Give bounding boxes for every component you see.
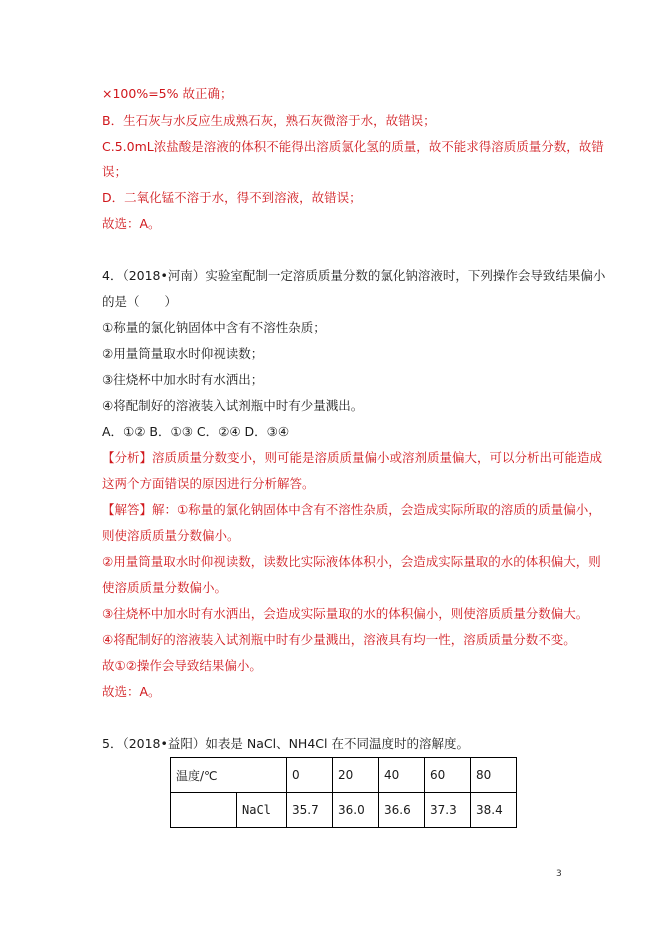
q4-solution-line-5: ③往烧杯中加水时有水洒出，会造成实际量取的水的体积偏小，则使溶质质量分数偏大。	[102, 606, 589, 621]
table-header-temp: 20	[333, 758, 379, 793]
table-header-temp: 0	[287, 758, 333, 793]
q3-line-3: C.5.0mL浓盐酸是溶液的体积不能得出溶质氯化氢的质量，故不能求得溶质质量分数，故错	[102, 139, 604, 154]
q4-option-3: ③往烧杯中加水时有水洒出；	[102, 372, 264, 387]
q4-choices: A．①② B．①③ C．②④ D．③④	[102, 424, 290, 439]
table-row-label: NaCl	[237, 793, 287, 828]
q4-solution-line-7: 故①②操作会导致结果偏小。	[102, 658, 262, 673]
q3-line-5: D．二氧化锰不溶于水，得不到溶液，故错误；	[102, 190, 362, 205]
table-header-temp: 40	[379, 758, 425, 793]
q3-answer: 故选：A。	[102, 216, 161, 231]
table-cell-empty	[171, 793, 237, 828]
q4-solution-line-3: ②用量筒量取水时仰视读数，读数比实际液体体积小，会造成实际量取的水的体积偏大，则	[102, 554, 601, 569]
q3-line-4: 误；	[102, 164, 128, 179]
q4-solution-line-1: 【解答】解：①称量的氯化钠固体中含有不溶性杂质，会造成实际所取的溶质的质量偏小，	[102, 502, 601, 517]
q4-solution-line-2: 则使溶质质量分数偏小。	[102, 528, 240, 543]
q5-stem: 5．（2018•益阳）如表是 NaCl、NH4Cl 在不同温度时的溶解度。	[102, 736, 469, 751]
table-cell: 35.7	[287, 793, 333, 828]
table-cell: 37.3	[425, 793, 471, 828]
table-header-temp: 80	[471, 758, 517, 793]
q4-stem-line-1: 4．（2018•河南）实验室配制一定溶质质量分数的氯化钠溶液时，下列操作会导致结果偏小	[102, 268, 606, 283]
table-header-temp: 60	[425, 758, 471, 793]
solubility-table	[170, 757, 517, 828]
q4-option-2: ②用量筒量取水时仰视读数；	[102, 346, 264, 361]
q4-stem-line-2: 的是（ ）	[102, 294, 178, 309]
table-header-label: 温度/℃	[171, 758, 287, 793]
q4-answer: 故选：A。	[102, 684, 161, 699]
page-number: 3	[556, 869, 562, 879]
q3-line-2: B．生石灰与水反应生成熟石灰，熟石灰微溶于水，故错误；	[102, 113, 436, 128]
q4-analysis-line-2: 这两个方面错误的原因进行分析解答。	[102, 476, 315, 491]
q4-analysis-line-1: 【分析】溶质质量分数变小，则可能是溶质质量偏小或溶剂质量偏大，可以分析出可能造成	[102, 450, 603, 465]
q4-solution-line-6: ④将配制好的溶液装入试剂瓶中时有少量溅出，溶液具有均一性，溶质质量分数不变。	[102, 632, 576, 647]
table-header-row	[171, 758, 517, 793]
table-cell: 38.4	[471, 793, 517, 828]
table-cell: 36.0	[333, 793, 379, 828]
q4-solution-line-4: 使溶质质量分数偏小。	[102, 580, 228, 595]
table-row	[171, 793, 517, 828]
q3-line-1: ×100%=5% 故正确；	[102, 86, 233, 101]
q4-option-1: ①称量的氯化钠固体中含有不溶性杂质；	[102, 320, 326, 335]
q4-option-4: ④将配制好的溶液装入试剂瓶中时有少量溅出。	[102, 398, 364, 413]
table-cell: 36.6	[379, 793, 425, 828]
